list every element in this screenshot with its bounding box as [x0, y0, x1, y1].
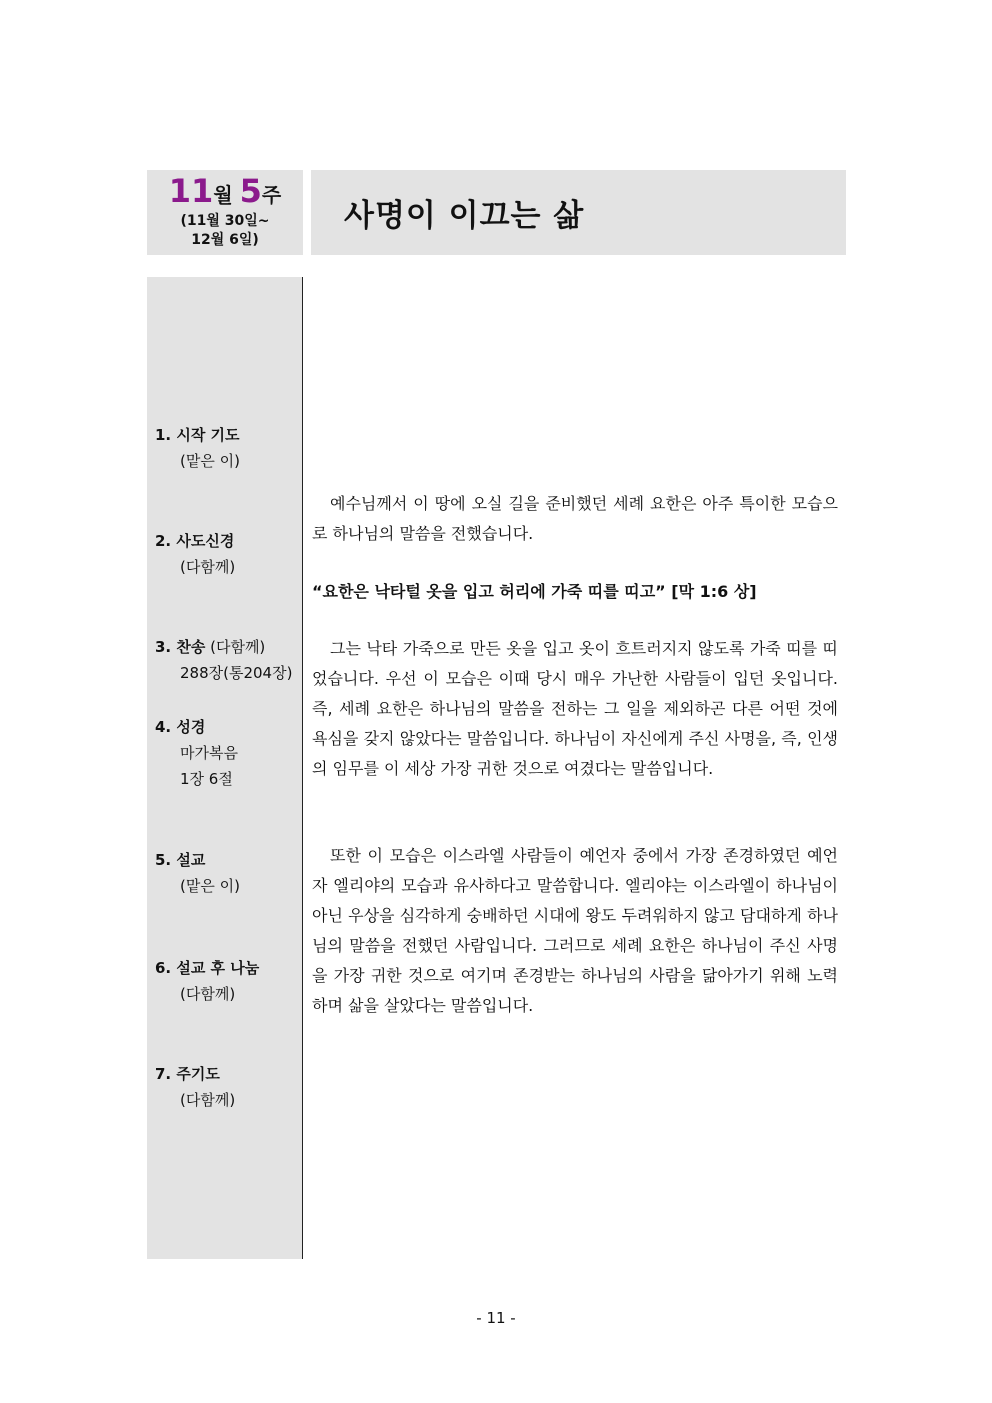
week-label: [147, 174, 303, 212]
order-item-lords-prayer: [155, 1061, 235, 1113]
order-item-sub: (다함께): [180, 1091, 236, 1109]
sermon-paragraph-2: [312, 634, 838, 784]
order-item-sub: 288장(통204장): [180, 664, 293, 682]
order-item-sub: (맡은 이): [180, 877, 240, 895]
order-item-heading: 2. 사도신경: [155, 532, 235, 550]
order-item-heading: 6. 설교 후 나눔: [155, 959, 260, 977]
sermon-paragraph-1: [312, 489, 838, 549]
order-item-note: (다함께): [205, 638, 266, 656]
week-month-number: 11: [168, 172, 214, 210]
order-item-heading: 1. 시작 기도: [155, 426, 240, 444]
order-item-apostles-creed: [155, 528, 235, 580]
body-paragraph: 또한 이 모습은 이스라엘 사람들이 예언자 중에서 가장 존경하였던 예언자 엘리야의 모습과 유사하다고 말씀합니다. 엘리야는 이스라엘이 하나님이 아닌 우상을 심각하게 숭배하던 시대에 왕도 두려워하지 않고 담대하게 하나님의 말씀을 전했던 사람입니다. 그러므로 세례 요한은 하나님이 주신 사명을 가장 귀한 것으로 여기며 존경받는 하나님의 사람을 닮아가기 위해 노력하며 삶을 살았다는 말씀입니다.: [312, 846, 838, 1015]
order-item-heading: 3. 찬송: [155, 638, 206, 656]
order-item-heading: 5. 설교: [155, 851, 206, 869]
order-item-heading: 7. 주기도: [155, 1065, 220, 1083]
order-item-sub: 마가복음: [180, 744, 238, 762]
page-title: 사명이 이끄는 삶: [344, 198, 585, 234]
order-item-sub: (다함께): [180, 985, 236, 1003]
title-box: [311, 170, 846, 255]
order-item-scripture: [155, 714, 238, 792]
order-item-heading: 4. 성경: [155, 718, 206, 736]
body-paragraph: 그는 낙타 가죽으로 만든 옷을 입고 옷이 흐트러지지 않도록 가죽 띠를 띠었습니다. 우선 이 모습은 이때 당시 매우 가난한 사람들이 입던 옷입니다. 즉, 세례 요한은 하나님의 말씀을 전하는 그 일을 제외하곤 다른 어떤 것에 욕심을 갖지 않았다는 말씀입니다. 하나님이 자신에게 주신 사명을, 즉, 인생의 임무를 이 세상 가장 귀한 것으로 여겼다는 말씀입니다.: [312, 639, 838, 778]
date-range-line2: 12월 6일): [191, 232, 259, 248]
order-item-hymn: [155, 634, 292, 686]
week-month-unit: 월: [213, 183, 240, 207]
week-number: 5: [239, 172, 262, 210]
worship-order-sidebar: [147, 277, 303, 1259]
order-item-sub: 1장 6절: [180, 770, 233, 788]
date-range-line1: (11월 30일~: [180, 213, 270, 229]
order-item-opening-prayer: [155, 422, 240, 474]
page-number: - 11 -: [476, 1309, 516, 1327]
sermon-paragraph-3: [312, 841, 838, 1021]
body-paragraph: 예수님께서 이 땅에 오실 길을 준비했던 세례 요한은 아주 특이한 모습으로 하나님의 말씀을 전했습니다.: [312, 494, 838, 543]
order-item-sharing: [155, 955, 259, 1007]
week-label-box: [147, 170, 303, 255]
order-item-sub: (다함께): [180, 558, 236, 576]
quote-text: “요한은 낙타털 옷을 입고 허리에 가죽 띠를 띠고” [막 1:6 상]: [312, 582, 757, 601]
scripture-quote: [312, 577, 838, 607]
order-item-sub: (맡은 이): [180, 452, 240, 470]
order-item-sermon: [155, 847, 240, 899]
week-unit: 주: [261, 183, 282, 207]
